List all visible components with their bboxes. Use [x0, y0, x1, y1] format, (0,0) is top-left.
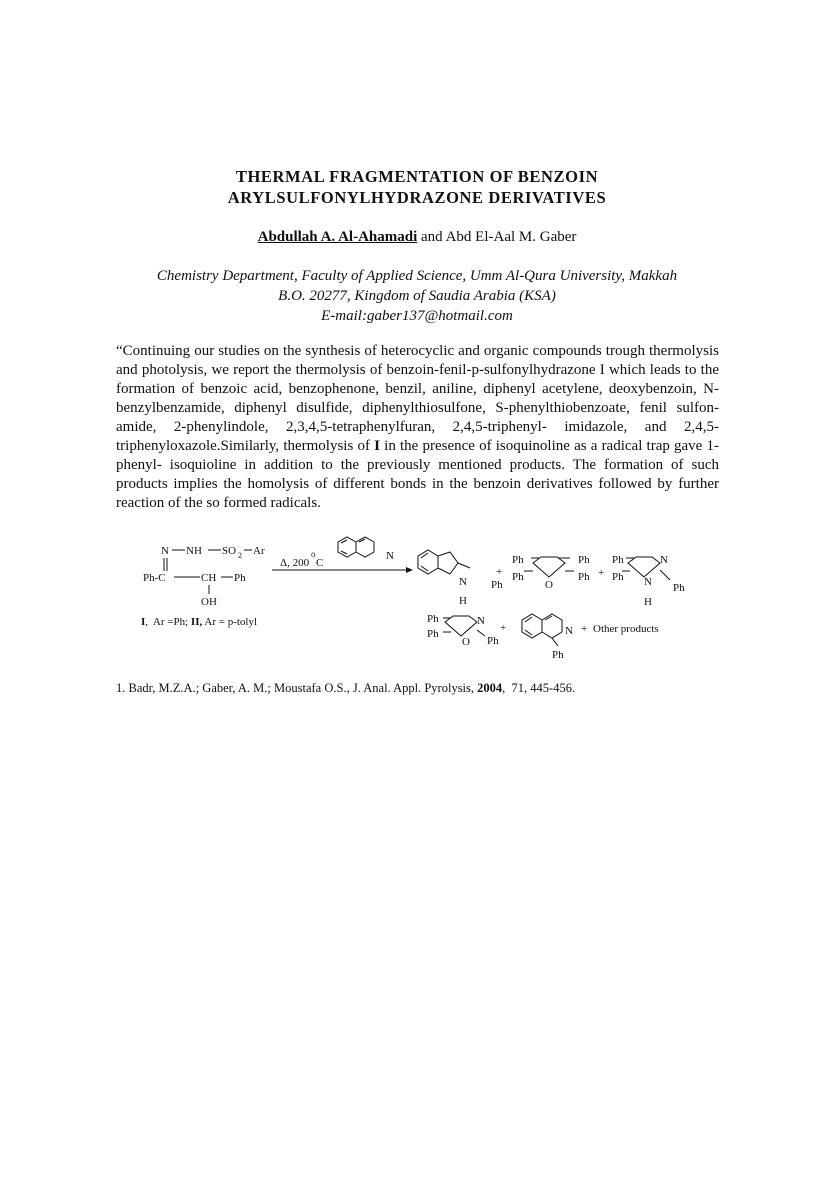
isoquinoline-pyridine-ring	[356, 537, 374, 557]
product-phenylisoquinoline	[522, 614, 562, 646]
oxazole-ph-3: Ph	[487, 635, 499, 647]
oxazole-ring	[445, 616, 477, 636]
imidazole-h: H	[644, 596, 652, 608]
affiliation-email: E-mail:gaber137@hotmail.com	[321, 308, 513, 324]
reaction-scheme-svg	[130, 530, 710, 670]
arrow-head	[406, 567, 413, 573]
label-compound-I: I	[141, 616, 146, 628]
reference-pages: , 71, 445-456.	[502, 681, 576, 695]
imidazole-n-bottom: N	[644, 576, 652, 588]
reaction-scheme	[130, 530, 710, 670]
plus-1: +	[496, 566, 503, 578]
reactant-ph: Ph	[234, 572, 246, 584]
compound-labels	[141, 616, 257, 628]
phenylisoquinoline-pyridine-ring	[542, 614, 562, 638]
oxazole-ph-bond-3	[477, 630, 485, 636]
oxazole-o: O	[462, 636, 470, 648]
isoquinoline-n: N	[386, 550, 394, 562]
phenylisoquinoline-n: N	[565, 625, 573, 637]
furan-ph-1: Ph	[512, 554, 524, 566]
author-conjunction: and	[417, 229, 446, 245]
indole-n: N	[459, 576, 467, 588]
author-line	[0, 229, 834, 246]
reactant-ar: Ar	[253, 545, 265, 557]
author-secondary: Abd El-Aal M. Gaber	[445, 229, 577, 245]
title-line-1: THERMAL FRAGMENTATION OF BENZOIN	[235, 167, 599, 186]
isoquinoline-double-2	[341, 551, 347, 554]
furan-ph-2: Ph	[578, 554, 590, 566]
reactant-nh: NH	[186, 545, 202, 557]
reference-1	[116, 681, 736, 696]
isoquinoline-reagent	[338, 537, 374, 557]
plus-4: +	[581, 623, 588, 635]
oxazole-ph-2: Ph	[427, 628, 439, 640]
furan-ring	[533, 557, 565, 577]
condition-text: Δ, 200	[280, 557, 310, 569]
reference-year: 2004	[477, 681, 503, 695]
indole-ph: Ph	[491, 579, 503, 591]
reactant-oh: OH	[201, 596, 217, 608]
reactant-so2-subscript: 2	[238, 551, 242, 560]
plus-2: +	[598, 567, 605, 579]
reactant-structure	[143, 545, 265, 608]
furan-o: O	[545, 579, 553, 591]
abstract	[116, 342, 719, 513]
product-tetraphenylfuran	[524, 557, 574, 577]
product-phenylindole	[418, 550, 470, 574]
imidazole-ph-3: Ph	[673, 582, 685, 594]
label-compound-I-detail: , Ar =Ph;	[145, 616, 191, 628]
imidazole-n-top: N	[660, 554, 668, 566]
phenylisoquinoline-ph-bond	[552, 638, 558, 646]
condition-celsius: C	[316, 557, 324, 569]
imidazole-ph-2: Ph	[612, 571, 624, 583]
label-compound-II: II,	[190, 616, 203, 628]
oxazole-ph-1: Ph	[427, 613, 439, 625]
imidazole-ph-1: Ph	[612, 554, 624, 566]
imidazole-ring	[628, 557, 660, 577]
condition-degree: o	[311, 549, 316, 559]
abstract-text-2: in the presence of isoquinoline as a radical trap gave 1-phenyl- isoquioline in addition to the previously mentioned products. The formation of such products implies the homolysis of different bonds in the benzoin derivatives followed by further reaction of the so formed radicals.	[116, 438, 719, 511]
reactant-so2: SO	[222, 545, 237, 557]
imidazole-ph-bond-3	[660, 570, 670, 580]
affiliation-line-1: Chemistry Department, Faculty of Applied Science, Umm Al-Qura University, Makkah	[156, 268, 678, 284]
indole-pyrrole-ring	[438, 552, 458, 574]
reactant-phc: Ph-C	[143, 572, 166, 584]
paper-title	[0, 166, 834, 208]
isoquinoline-double-1	[341, 540, 347, 543]
reference-authors: 1. Badr, M.Z.A.; Gaber, A. M.; Moustafa O.S., J. Anal. Appl. Pyrolysis,	[116, 681, 478, 695]
indole-ph-bond	[458, 563, 470, 568]
oxazole-n: N	[477, 615, 485, 627]
abstract-text-1: “Continuing our studies on the synthesis of heterocyclic and organic compounds trough thermolysis and photolysis, we report the thermolysis of benzoin-fenil-p-sulfonylhydrazone I which leads to the formation of benzoic acid, benzophenone, benzil, aniline, diphenyl acetylene, deoxybenzoin, N-benzylbenzamide, diphenyl disulfide, diphenylthiosulfone, S-phenylthiobenzoate, fenil sulfon- amide, 2-phenylindole, 2,3,4,5-tetraphenylfuran, 2,4,5-triphenyl- imidazole, and 2,4,5-triphenyloxazole.Similarly, thermolysis of	[116, 343, 719, 454]
indole-h: H	[459, 595, 467, 607]
label-compound-II-detail: Ar = p-tolyl	[202, 616, 258, 628]
author-primary: Abdullah A. Al-Ahamadi	[257, 229, 418, 245]
affiliation	[0, 266, 834, 326]
furan-ph-4: Ph	[578, 571, 590, 583]
abstract-bold-compound: I	[374, 438, 380, 454]
reactant-ch: CH	[201, 572, 217, 584]
reactant-n: N	[161, 545, 169, 557]
title-line-2: ARYLSULFONYLHYDRAZONE DERIVATIVES	[227, 188, 607, 207]
affiliation-line-2: B.O. 20277, Kingdom of Saudia Arabia (KSA)	[278, 288, 556, 304]
plus-3: +	[500, 622, 507, 634]
other-products: Other products	[593, 623, 659, 635]
furan-ph-3: Ph	[512, 571, 524, 583]
phenylisoquinoline-ph: Ph	[552, 649, 564, 661]
